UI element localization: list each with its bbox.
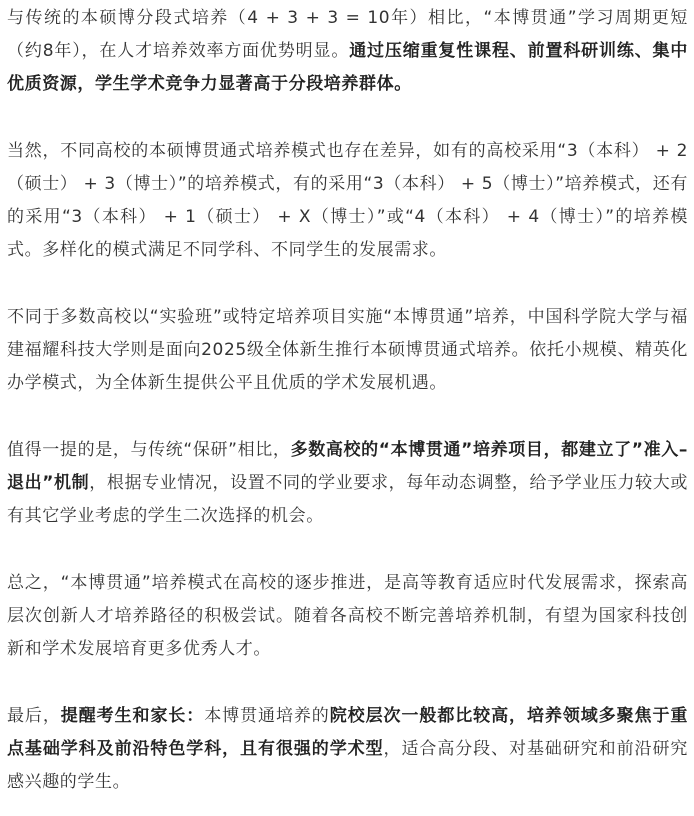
paragraph-4 — [7, 434, 688, 533]
paragraph-1-bold-text: 通过压缩重复性课程、前置科研训练、集中优质资源，学生学术竞争力显著高于分段培养群体。 — [7, 41, 688, 94]
paragraph-6-text-end: ，适合高分段、对基础研究和前沿研究感兴趣的学生。 — [7, 739, 689, 792]
paragraph-1-text: 与传统的本硕博分段式培养（4 + 3 + 3 = 10年）相比，“本博贯通”学习周期更短（约8年），在人才培养效率方面优势明显。 — [7, 8, 688, 61]
paragraph-6-text-start: 最后， — [7, 706, 61, 726]
paragraph-4-bold-text: 多数高校的“本博贯通”培养项目，都建立了”准入–退出”机制 — [7, 440, 688, 493]
paragraph-6-text-middle: 本博贯通培养的 — [204, 706, 330, 726]
paragraph-6-reminder-label: 提醒考生和家长： — [60, 706, 205, 726]
paragraph-1 — [7, 2, 688, 101]
paragraph-4-text-start: 值得一提的是，与传统“保研”相比， — [7, 440, 291, 460]
paragraph-5 — [7, 567, 688, 666]
paragraph-3-text: 不同于多数高校以“实验班”或特定培养项目实施“本博贯通”培养，中国科学院大学与福建福耀科技大学则是面向2025级全体新生推行本硕博贯通式培养。依托小规模、精英化办学模式，为全体新生提供公平且优质的学术发展机遇。 — [7, 307, 688, 393]
paragraph-6 — [7, 700, 688, 799]
paragraph-4-text-end: ，根据专业情况，设置不同的学业要求，每年动态调整，给予学业压力较大或有其它学业考虑的学生二次选择的机会。 — [7, 473, 688, 526]
paragraph-3 — [7, 301, 688, 400]
article-body — [0, 2, 694, 816]
paragraph-6-bold-text: 院校层次一般都比较高，培养领域多聚焦于重点基础学科及前沿特色学科，且有很强的学术型 — [7, 706, 688, 759]
paragraph-2 — [7, 135, 688, 267]
paragraph-2-text: 当然，不同高校的本硕博贯通式培养模式也存在差异，如有的高校采用“3（本科） + 2（硕士） + 3（博士）”的培养模式，有的采用“3（本科） + 5（博士）”培养模式，还有的采用“3（本科） + 1（硕士） + X（博士）”或“4（本科） + 4（博士）”的培养模式。多样化的模式满足不同学科、不同学生的发展需求。 — [7, 141, 688, 260]
paragraph-5-text: 总之，“本博贯通”培养模式在高校的逐步推进，是高等教育适应时代发展需求，探索高层次创新人才培养路径的积极尝试。随着各高校不断完善培养机制，有望为国家科技创新和学术发展培育更多优秀人才。 — [7, 573, 688, 659]
